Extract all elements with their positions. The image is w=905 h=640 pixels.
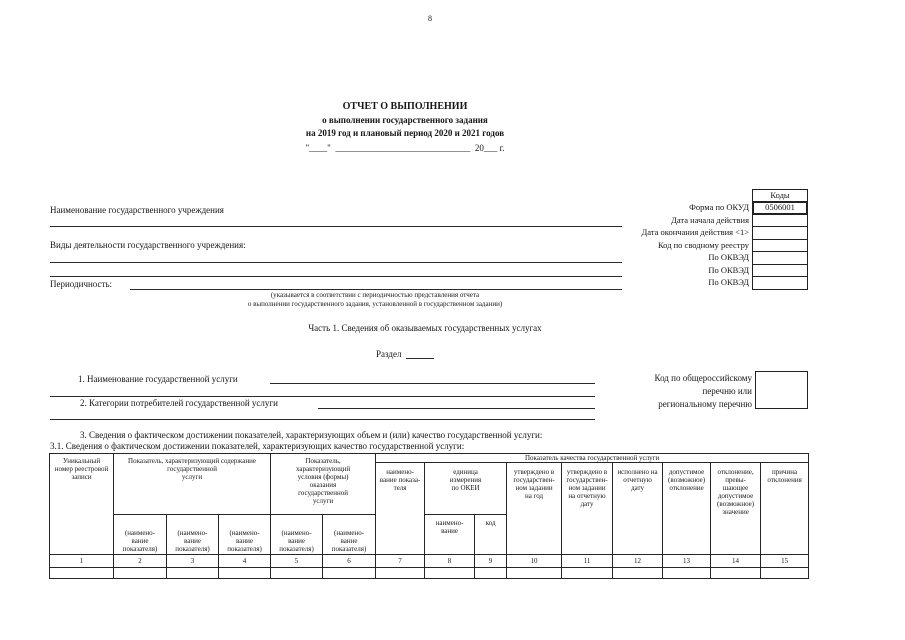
- header-deviation-reason: причина отклонения: [761, 463, 809, 555]
- report-period: на 2019 год и плановый период 2020 и 2021 годов: [305, 128, 505, 138]
- header-executed: исполнено на отчетную дату: [613, 463, 663, 555]
- codes-box: [752, 189, 808, 290]
- column-number: 3: [167, 555, 219, 568]
- column-number: 15: [761, 555, 809, 568]
- report-subtitle: о выполнении государственного задания: [322, 115, 488, 125]
- table-cell: [114, 568, 167, 579]
- header-registry-number: Уникальный номер реестровой записи: [50, 454, 114, 555]
- end-date-code-cell: [753, 227, 807, 240]
- header-excess-deviation: отклонение, превы- шающее допустимое (возможное) значение: [711, 463, 761, 555]
- periodicity-label: Периодичность:: [50, 279, 113, 289]
- registry-code-label-line-2: перечню или: [702, 386, 752, 396]
- activity-types-label: Виды деятельности государственного учреждения:: [50, 240, 246, 250]
- table-cell: [167, 568, 219, 579]
- institution-name-line: [50, 226, 622, 227]
- column-number: 13: [663, 555, 711, 568]
- indicators-heading: 3. Сведения о фактическом достижении показателей, характеризующих объем и (или) качество государственной услуги:: [80, 430, 543, 440]
- table-cell: [562, 568, 613, 579]
- column-number: 1: [50, 555, 114, 568]
- column-number: 5: [271, 555, 323, 568]
- table-cell: [475, 568, 507, 579]
- institution-name-label: Наименование государственного учреждения: [50, 205, 224, 215]
- quality-heading: 3.1. Сведения о фактическом достижении показателей, характеризующих качество государственной услуги:: [50, 441, 465, 451]
- header-approved-report-date: утверждено в государствен- ном задании на отчетную дату: [562, 463, 613, 555]
- start-date-code-cell: [753, 215, 807, 228]
- column-number: 10: [507, 555, 562, 568]
- registry-code-label-line-3: региональному перечню: [658, 399, 752, 409]
- consumer-categories-line: [318, 408, 595, 409]
- subheader-indicator-name-1: (наимено- вание показателя): [114, 515, 167, 555]
- section-label: Раздел: [376, 349, 402, 359]
- table-cell: [613, 568, 663, 579]
- column-number: 6: [323, 555, 376, 568]
- column-number: 4: [219, 555, 271, 568]
- header-unit: единица измерения по ОКЕИ: [425, 463, 507, 515]
- header-approved-year: утверждено в государствен- ном задании на год: [507, 463, 562, 555]
- header-indicator-name: наимено- вание показа- теля: [376, 463, 425, 555]
- table-cell: [711, 568, 761, 579]
- activity-types-line-2: [50, 276, 622, 277]
- subheader-indicator-name-3: (наимено- вание показателя): [219, 515, 271, 555]
- column-number: 11: [562, 555, 613, 568]
- header-quality-indicator: Показатель качества государственной услуги: [376, 454, 809, 463]
- label-consolidated-registry: Код по сводному реестру: [657, 239, 749, 250]
- section-number-line: [406, 358, 434, 359]
- table-cell: [376, 568, 425, 579]
- report-date-line: "____" ______________________________ 20___ г.: [305, 143, 505, 153]
- consolidated-registry-code-cell: [753, 240, 807, 253]
- subheader-indicator-name-2: (наимено- вание показателя): [167, 515, 219, 555]
- okud-code-cell: 0506001: [753, 202, 807, 215]
- report-title: ОТЧЕТ О ВЫПОЛНЕНИИ: [342, 101, 468, 112]
- label-end-date: Дата окончания действия <1>: [641, 227, 749, 237]
- header-conditions-indicator: Показатель, характеризующий условия (формы) оказания государственной услуги: [271, 454, 376, 515]
- periodicity-note: (указывается в соответствии с периодичностью представления отчета о выполнении государственного задания, установленной в государственном задании): [247, 291, 503, 308]
- label-okved-3: По ОКВЭД: [708, 277, 749, 287]
- service-name-label: 1. Наименование государственной услуги: [78, 374, 238, 384]
- table-cell: [50, 568, 114, 579]
- column-number: 8: [425, 555, 475, 568]
- header-allowed-deviation: допустимое (возможное) отклонение: [663, 463, 711, 555]
- label-okud-form: Форма по ОКУД: [689, 202, 749, 212]
- label-start-date: Дата начала действия: [671, 214, 749, 225]
- okved-code-cell-2: [753, 265, 807, 278]
- page-number: 8: [428, 14, 432, 23]
- label-okved-2: По ОКВЭД: [708, 264, 749, 275]
- subheader-indicator-name-5: (наимено- вание показателя): [323, 515, 376, 555]
- table-cell: [663, 568, 711, 579]
- table-cell: [323, 568, 376, 579]
- column-number: 9: [475, 555, 507, 568]
- table-cell: [271, 568, 323, 579]
- codes-header: Коды: [753, 190, 807, 202]
- registry-code-box: [755, 371, 808, 409]
- table-cell: [761, 568, 809, 579]
- consumer-categories-label: 2. Категории потребителей государственной услуги: [80, 398, 278, 408]
- periodicity-line: [130, 289, 622, 290]
- table-cell: [425, 568, 475, 579]
- okved-code-cell-3: [753, 277, 807, 289]
- activity-types-line-1: [50, 262, 622, 263]
- okved-code-cell-1: [753, 252, 807, 265]
- header-content-indicator: Показатель, характеризующий содержание государственной услуги: [114, 454, 271, 515]
- column-number: 2: [114, 555, 167, 568]
- column-number: 12: [613, 555, 663, 568]
- column-number: 14: [711, 555, 761, 568]
- part1-heading: Часть 1. Сведения об оказываемых государственных услугах: [308, 323, 542, 333]
- table-cell: [219, 568, 271, 579]
- subheader-unit-code: код: [475, 515, 507, 555]
- subheader-unit-name: наимено- вание: [425, 515, 475, 555]
- quality-indicators-table: [49, 453, 809, 579]
- service-name-line: [270, 383, 595, 384]
- registry-code-label-line-1: Код по общероссийскому: [654, 373, 752, 383]
- subheader-indicator-name-4: (наимено- вание показателя): [271, 515, 323, 555]
- column-number: 7: [376, 555, 425, 568]
- label-okved-1: По ОКВЭД: [708, 252, 749, 262]
- consumer-categories-line-2: [50, 419, 595, 420]
- table-cell: [507, 568, 562, 579]
- registry-code-label: [560, 372, 752, 411]
